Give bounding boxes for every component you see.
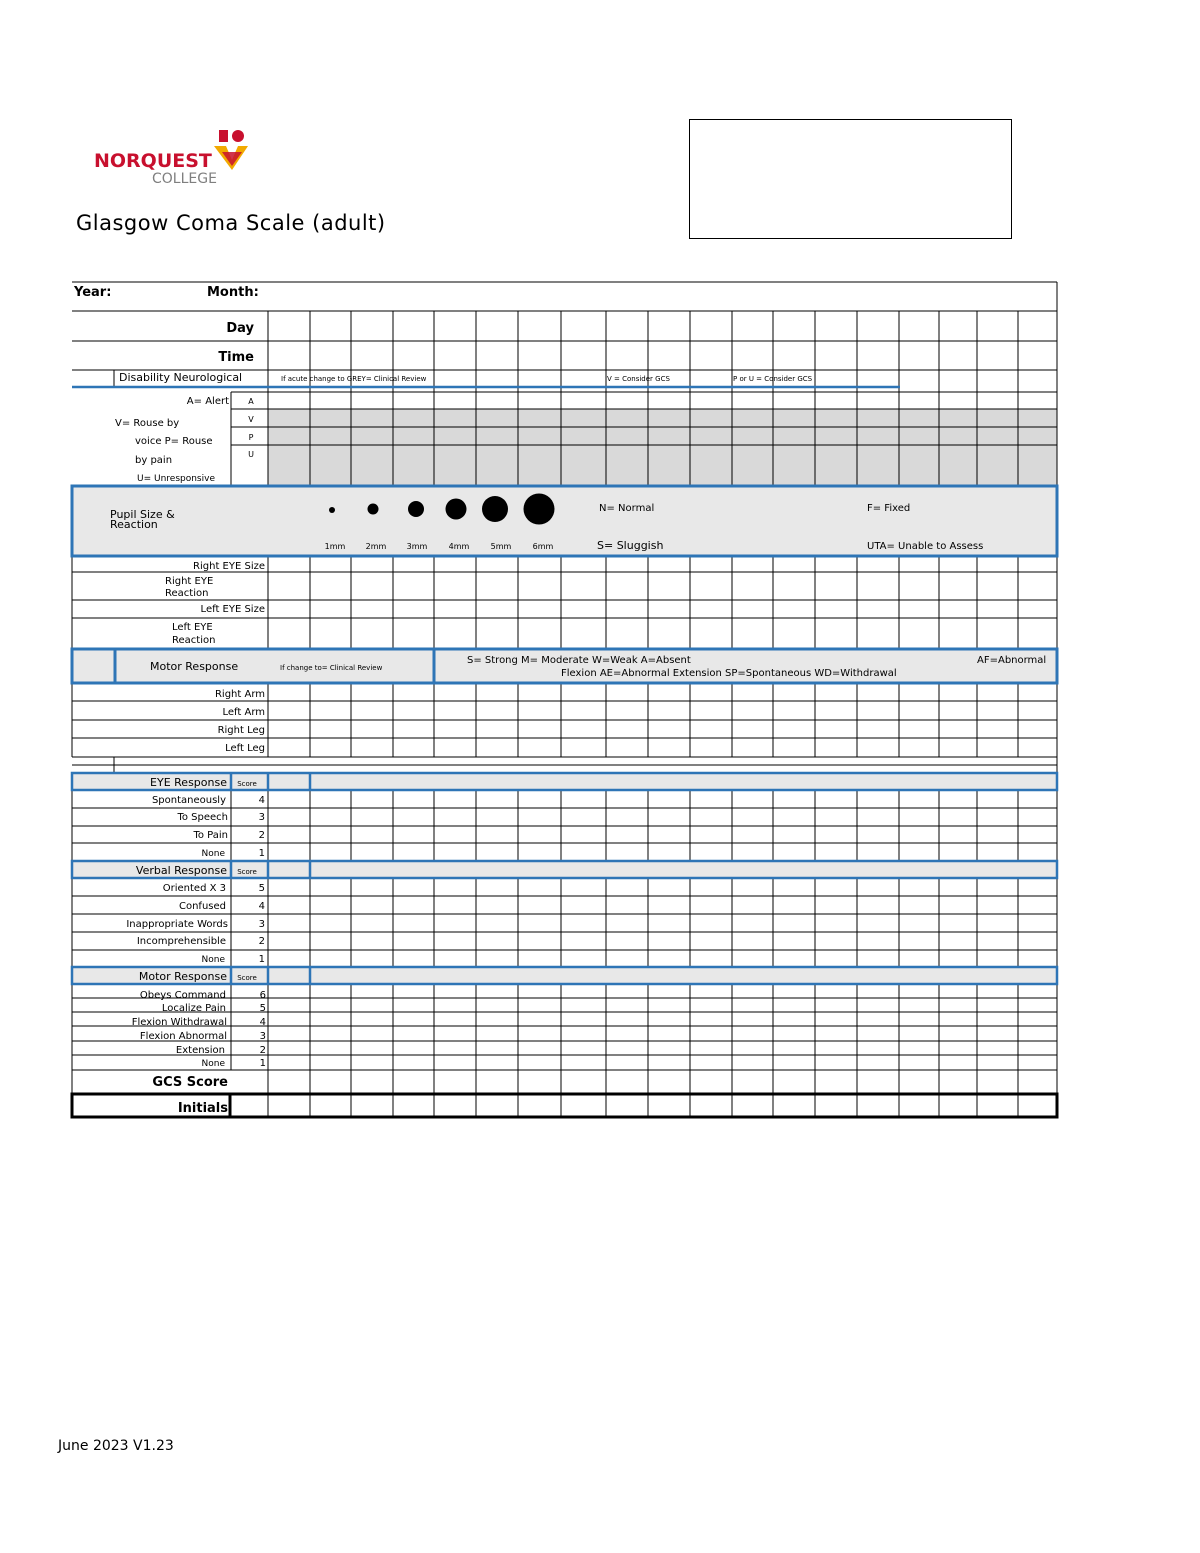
motor-legend-2: Flexion AE=Abnormal Extension SP=Spontaneous WD=Withdrawal: [561, 668, 897, 679]
verbal-row-label: Oriented X 3: [162, 883, 226, 894]
pupil-6mm-icon: [524, 494, 555, 525]
eye-response-label: EYE Response: [150, 776, 227, 789]
initials-label: Initials: [177, 1101, 228, 1116]
pupil-normal: N= Normal: [599, 503, 655, 514]
left-leg-label: Left Leg: [225, 743, 265, 754]
pupil-5mm-icon: [482, 496, 508, 522]
left-arm-label: Left Arm: [222, 707, 265, 718]
right-arm-label: Right Arm: [214, 689, 265, 700]
motor-row-label: Obeys Command: [139, 990, 226, 1001]
verbal-row-score: 3: [258, 919, 265, 930]
motor-row-label: Flexion Withdrawal: [131, 1017, 227, 1028]
pupil-uta: UTA= Unable to Assess: [867, 541, 984, 552]
left-eye-reaction-label-1: Left EYE: [172, 622, 213, 633]
avpu-legend-p: by pain: [135, 455, 173, 466]
eye-row-score: 1: [258, 848, 265, 859]
motor-score-header: Score: [237, 974, 257, 982]
page-title: Glasgow Coma Scale (adult): [76, 211, 386, 235]
avpu-code-a: A: [248, 397, 254, 406]
pupil-size-2mm: 2mm: [365, 542, 387, 551]
pupil-size-5mm: 5mm: [490, 542, 512, 551]
motor-row-score: 3: [259, 1031, 266, 1042]
motor-limbs-label: Motor Response: [150, 660, 239, 673]
motor-legend-1: S= Strong M= Moderate W=Weak A=Absent: [467, 655, 691, 666]
motor-response-label: Motor Response: [138, 970, 227, 983]
verbal-response-label: Verbal Response: [135, 864, 227, 877]
motor-row-score: 4: [259, 1017, 266, 1028]
eye-row-label: None: [201, 849, 225, 859]
eye-row-label: To Speech: [177, 812, 228, 823]
right-eye-reaction-label-1: Right EYE: [165, 576, 214, 587]
pupil-1mm-icon: [329, 507, 335, 513]
verbal-row-label: Inappropriate Words: [126, 919, 228, 930]
motor-row-label: Flexion Abnormal: [139, 1031, 227, 1042]
day-label: Day: [226, 321, 254, 336]
pupil-label-1: Pupil Size &: [110, 508, 175, 521]
left-eye-size-label: Left EYE Size: [200, 604, 265, 615]
right-eye-reaction-label-2: Reaction: [165, 588, 209, 599]
avpu-legend-v1: V= Rouse by: [115, 418, 180, 429]
motor-limbs-note: If change to= Clinical Review: [280, 664, 383, 672]
avpu-heading: Disability Neurological: [119, 371, 243, 384]
avpu-legend-alert: A= Alert: [186, 396, 229, 407]
motor-row-label: Extension: [175, 1045, 225, 1056]
avpu-note-grey: If acute change to GREY= Clinical Review: [281, 375, 427, 383]
verbal-row-label: None: [201, 955, 225, 965]
motor-legend-3: AF=Abnormal: [977, 655, 1047, 666]
pupil-4mm-icon: [446, 499, 467, 520]
eye-row-label: Spontaneously: [151, 795, 226, 806]
pupil-fixed: F= Fixed: [867, 503, 911, 514]
year-label: Year:: [74, 285, 112, 300]
avpu-code-u: U: [248, 450, 254, 459]
eye-row-label: To Pain: [193, 830, 228, 841]
right-eye-size-label: Right EYE Size: [193, 561, 265, 572]
eye-row-score: 3: [258, 812, 265, 823]
pupil-size-3mm: 3mm: [406, 542, 428, 551]
verbal-row-label: Confused: [178, 901, 226, 912]
month-label: Month:: [207, 285, 259, 300]
pupil-2mm-icon: [368, 504, 379, 515]
motor-row-score: 5: [259, 1003, 266, 1014]
verbal-row-label: Incomprehensible: [136, 936, 226, 947]
gcs-score-label: GCS Score: [152, 1075, 228, 1090]
version-footer: June 2023 V1.23: [58, 1438, 174, 1454]
avpu-legend-u: U= Unresponsive: [137, 474, 215, 484]
pupil-size-1mm: 1mm: [324, 542, 346, 551]
motor-row-score: 1: [259, 1058, 266, 1069]
pupil-size-4mm: 4mm: [448, 542, 470, 551]
eye-row-score: 4: [258, 795, 265, 806]
logo-name: NORQUEST: [94, 150, 212, 172]
right-leg-label: Right Leg: [217, 725, 265, 736]
pupil-size-6mm: 6mm: [532, 542, 554, 551]
left-eye-reaction-label-2: Reaction: [172, 635, 216, 646]
avpu-note-pu: P or U = Consider GCS: [733, 375, 813, 383]
avpu-code-v: V: [248, 415, 254, 424]
motor-row-label: None: [201, 1059, 225, 1069]
motor-row-label: Localize Pain: [161, 1003, 226, 1014]
avpu-legend-v2: voice P= Rouse: [135, 436, 213, 447]
pupil-3mm-icon: [408, 501, 424, 517]
logo-sub: COLLEGE: [152, 171, 217, 187]
verbal-row-score: 2: [258, 936, 265, 947]
time-label: Time: [218, 350, 254, 365]
avpu-code-p: P: [248, 433, 254, 442]
eye-score-header: Score: [237, 780, 257, 788]
pupil-sluggish: S= Sluggish: [597, 539, 664, 552]
verbal-row-score: 5: [258, 883, 265, 894]
motor-row-score: 6: [259, 990, 266, 1001]
verbal-row-score: 1: [258, 954, 265, 965]
verbal-score-header: Score: [237, 868, 257, 876]
avpu-note-v: V = Consider GCS: [607, 375, 670, 383]
verbal-row-score: 4: [258, 901, 265, 912]
motor-row-score: 2: [259, 1045, 266, 1056]
eye-row-score: 2: [258, 830, 265, 841]
pupil-label-2: Reaction: [110, 518, 158, 531]
